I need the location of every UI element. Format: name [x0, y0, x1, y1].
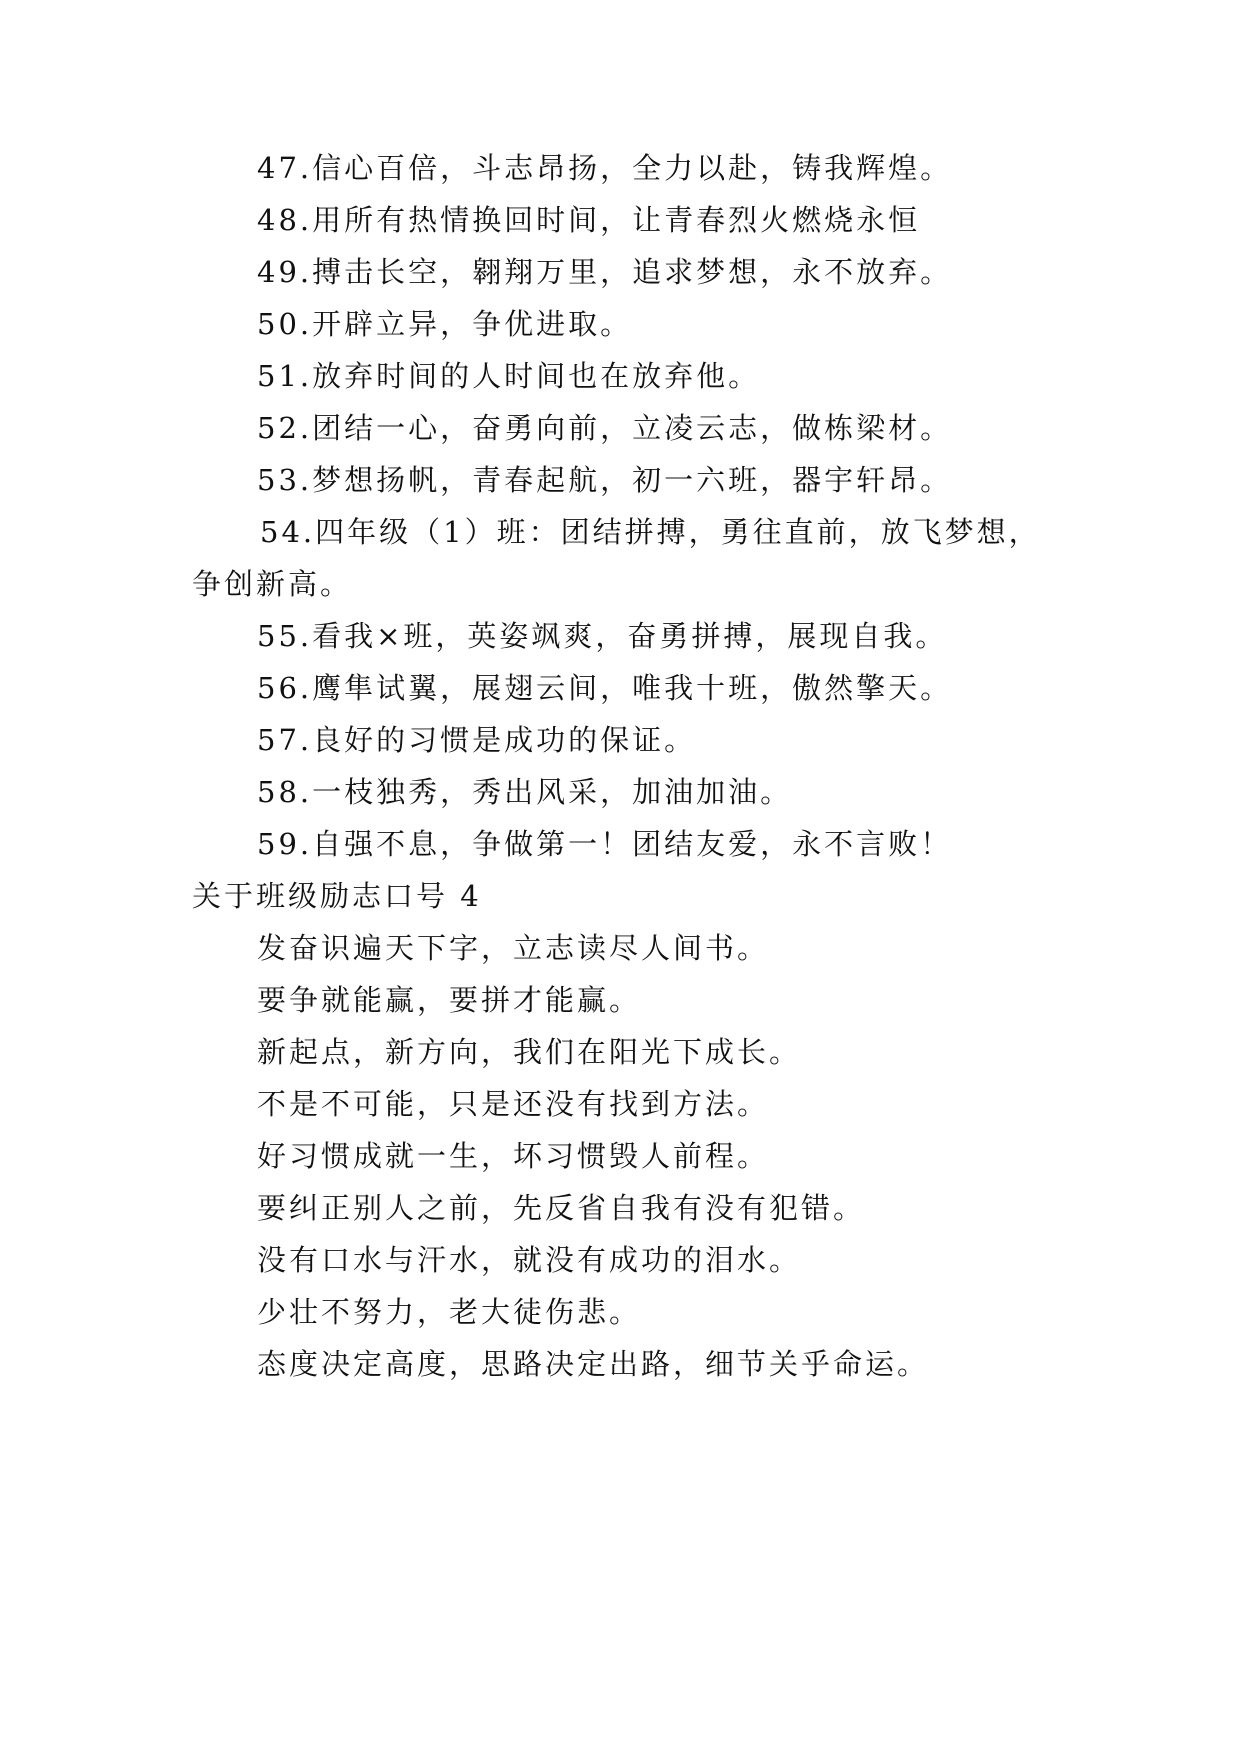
slogan-58: 58.一枝独秀，秀出风采，加油加油。	[257, 775, 793, 809]
section4-slogan-7: 没有口水与汗水，就没有成功的泪水。	[257, 1243, 802, 1277]
section4-slogan-4: 不是不可能，只是还没有找到方法。	[257, 1087, 770, 1121]
slogan-47: 47.信心百倍，斗志昂扬，全力以赴，铸我辉煌。	[257, 151, 953, 185]
slogan-52: 52.团结一心，奋勇向前，立凌云志，做栋梁材。	[257, 411, 953, 445]
slogan-59: 59.自强不息，争做第一！团结友爱，永不言败！	[257, 827, 953, 861]
slogan-50: 50.开辟立异，争优进取。	[257, 307, 633, 341]
slogan-54-line2: 争创新高。	[192, 567, 353, 601]
section4-slogan-8: 少壮不努力，老大徒伤悲。	[257, 1295, 642, 1329]
section4-slogan-5: 好习惯成就一生，坏习惯毁人前程。	[257, 1139, 770, 1173]
section4-slogan-1: 发奋识遍天下字，立志读尽人间书。	[257, 931, 770, 965]
slogan-56: 56.鹰隼试翼，展翅云间，唯我十班，傲然擎天。	[257, 671, 953, 705]
section-heading: 关于班级励志口号 4	[192, 879, 482, 913]
slogan-49: 49.搏击长空，翱翔万里，追求梦想，永不放弃。	[257, 255, 953, 289]
section4-slogan-3: 新起点，新方向，我们在阳光下成长。	[257, 1035, 802, 1069]
slogan-55: 55.看我×班，英姿飒爽，奋勇拼搏，展现自我。	[257, 619, 948, 653]
slogan-54-line1: 54.四年级（1）班：团结拼搏，勇往直前，放飞梦想，	[260, 515, 1041, 549]
slogan-53: 53.梦想扬帆，青春起航，初一六班，器宇轩昂。	[257, 463, 953, 497]
slogan-57: 57.良好的习惯是成功的保证。	[257, 723, 697, 757]
slogan-48: 48.用所有热情换回时间，让青春烈火燃烧永恒	[257, 203, 921, 237]
slogan-51: 51.放弃时间的人时间也在放弃他。	[257, 359, 761, 393]
section4-slogan-9: 态度决定高度，思路决定出路，细节关乎命运。	[257, 1347, 930, 1381]
section4-slogan-6: 要纠正别人之前，先反省自我有没有犯错。	[257, 1191, 866, 1225]
section4-slogan-2: 要争就能赢，要拼才能赢。	[257, 983, 642, 1017]
